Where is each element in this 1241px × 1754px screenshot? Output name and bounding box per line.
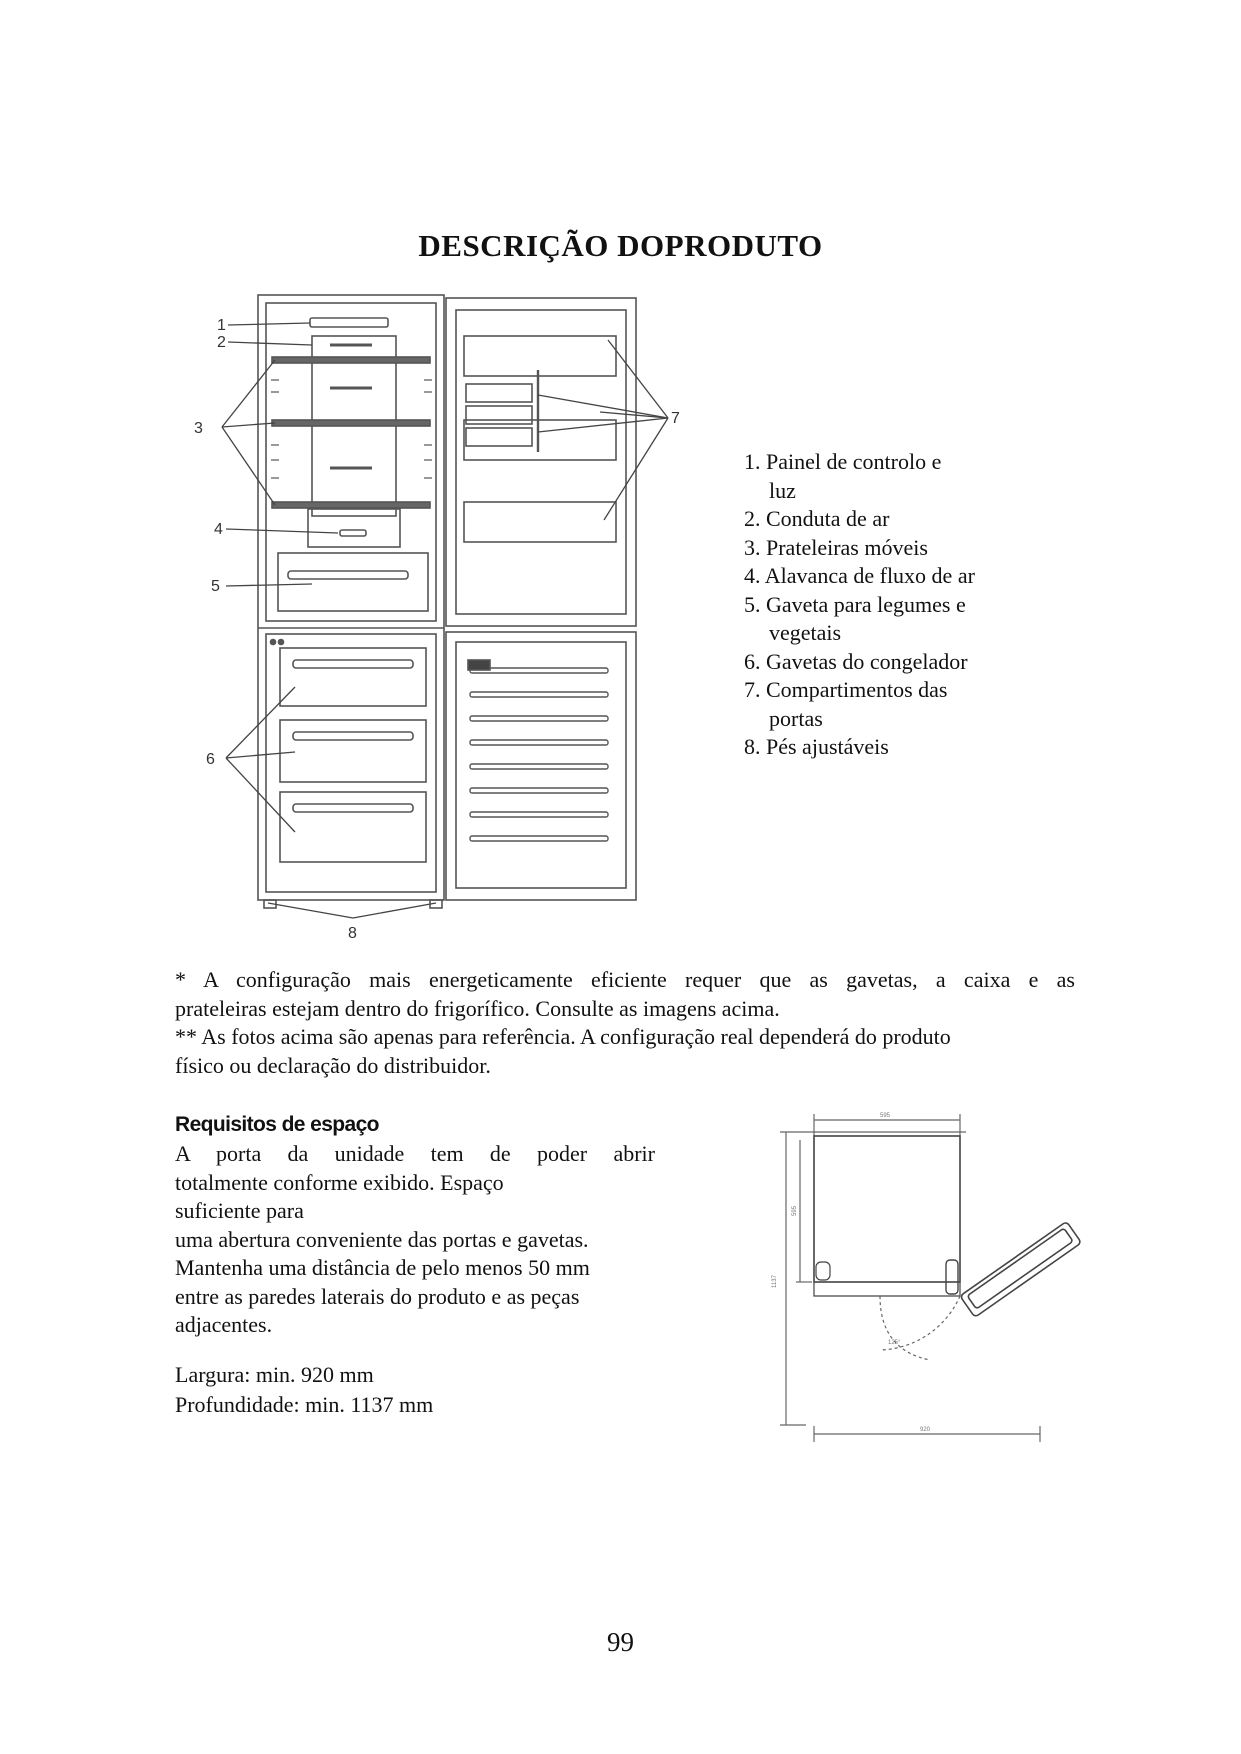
text-line: Mantenha uma distância de pelo menos 50 mm (175, 1255, 590, 1280)
note-line: * A configuração mais energeticamente eficiente requer que as gavetas, a caixa e as (175, 967, 1075, 992)
text-line: entre as paredes laterais do produto e as peças (175, 1283, 580, 1309)
text-line: adjacentes. (175, 1312, 273, 1337)
callout-4: 4 (214, 521, 223, 538)
note-line: prateleiras estejam dentro do frigorífico. Consulte as imagens acima. (175, 995, 780, 1021)
dim-bottom: 920 (920, 1427, 931, 1433)
text-line: totalmente conforme exibido. Espaço (175, 1169, 504, 1195)
text-line: uma abertura conveniente das portas e gavetas. (175, 1226, 589, 1252)
legend-item: 7. Compartimentos das portas (744, 677, 948, 731)
legend-item: 3. Prateleiras móveis (744, 534, 928, 560)
legend-item: 4. Alavanca de fluxo de ar (744, 563, 975, 588)
dim-top: 595 (880, 1113, 891, 1119)
parts-legend (744, 448, 1044, 762)
callout-5: 5 (211, 578, 220, 595)
legend-item: 5. Gaveta para legumes e vegetais (744, 591, 966, 645)
depth-requirement: Profundidade: min. 1137 mm (175, 1392, 434, 1417)
notes (175, 966, 1075, 1080)
dimensions (175, 1360, 433, 1420)
note-line: ** As fotos acima são apenas para referência. A configuração real dependerá do produto (175, 1024, 951, 1049)
legend-item: 8. Pés ajustáveis (744, 734, 889, 759)
callout-1: 1 (217, 317, 226, 334)
legend-item: 1. Painel de controlo e luz (744, 449, 942, 503)
callout-6: 6 (206, 751, 215, 768)
page-title: DESCRIÇÃO DOPRODUTO (418, 228, 823, 263)
space-text (175, 1140, 655, 1340)
callout-8: 8 (348, 925, 357, 942)
legend-item: 2. Conduta de ar (744, 506, 890, 531)
note-line: físico ou declaração do distribuidor. (175, 1052, 491, 1078)
legend-item: 6. Gavetas do congelador (744, 648, 968, 674)
callout-7: 7 (671, 410, 680, 427)
dim-side: 1137 (772, 1275, 778, 1288)
page-number: 99 (607, 1627, 634, 1657)
section-heading: Requisitos de espaço (175, 1113, 379, 1136)
callout-3: 3 (194, 420, 203, 437)
width-requirement: Largura: min. 920 mm (175, 1362, 374, 1387)
dim-angle: 125° (888, 1340, 901, 1346)
dim-inner: 595 (792, 1205, 798, 1216)
callout-2: 2 (217, 334, 226, 351)
text-line: suficiente para (175, 1198, 304, 1223)
text-line: A porta da unidade tem de poder abrir (175, 1141, 655, 1166)
